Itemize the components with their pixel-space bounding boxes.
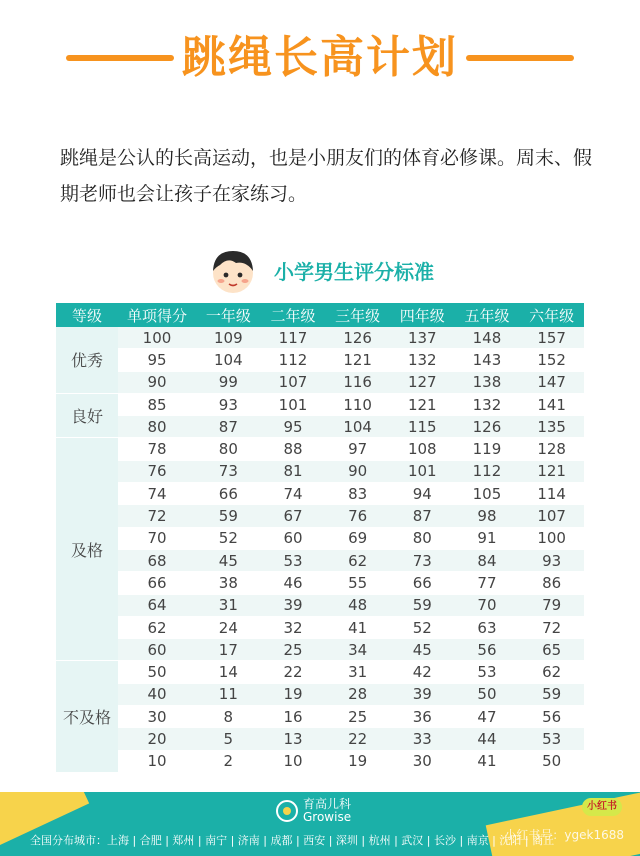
- table-cell: 53: [261, 549, 326, 571]
- table-cell: 67: [261, 505, 326, 527]
- table-cell: 39: [261, 594, 326, 616]
- table-cell: 45: [196, 549, 261, 571]
- table-cell: 110: [325, 393, 390, 415]
- table-cell: 104: [325, 416, 390, 438]
- table-row: [56, 438, 584, 460]
- table-cell: 68: [118, 549, 196, 571]
- table-cell: 59: [196, 505, 261, 527]
- table-cell: 119: [455, 438, 520, 460]
- column-header: 单项得分: [118, 303, 196, 327]
- table-row: [56, 683, 584, 705]
- table-row: [56, 706, 584, 728]
- table-cell: 117: [261, 327, 326, 349]
- table-cell: 100: [519, 527, 584, 549]
- table-cell: 17: [196, 639, 261, 661]
- table-cell: 62: [325, 549, 390, 571]
- table-cell: 77: [455, 572, 520, 594]
- table-cell: 143: [455, 349, 520, 371]
- table-row: [56, 661, 584, 683]
- page-title: 跳绳长高计划: [182, 32, 458, 83]
- section-header: [0, 240, 640, 300]
- table-cell: 59: [519, 683, 584, 705]
- table-cell: 73: [390, 549, 455, 571]
- table-cell: 105: [455, 483, 520, 505]
- table-row: [56, 572, 584, 594]
- title-dash-right: [466, 55, 574, 61]
- table-cell: 121: [325, 349, 390, 371]
- table-cell: 42: [390, 661, 455, 683]
- table-row: [56, 750, 584, 772]
- table-cell: 141: [519, 393, 584, 415]
- watermark: 小红书号：ygek1688: [504, 828, 624, 842]
- table-cell: 132: [455, 393, 520, 415]
- footer-bar: [0, 792, 640, 856]
- table-cell: 91: [455, 527, 520, 549]
- table-cell: 66: [390, 572, 455, 594]
- logo-name-en: Growise: [303, 810, 352, 824]
- table-cell: 114: [519, 483, 584, 505]
- table-cell: 90: [118, 371, 196, 393]
- section-title: 小学男生评分标准: [274, 259, 434, 284]
- table-cell: 132: [390, 349, 455, 371]
- table-cell: 126: [455, 416, 520, 438]
- table-row: [56, 483, 584, 505]
- table-cell: 108: [390, 438, 455, 460]
- xiaohongshu-badge: 小红书: [582, 798, 622, 816]
- table-cell: 19: [261, 683, 326, 705]
- grade-cell: 不及格: [56, 661, 118, 772]
- table-cell: 95: [118, 349, 196, 371]
- table-cell: 121: [519, 460, 584, 482]
- grade-cell: 及格: [56, 438, 118, 661]
- table-cell: 70: [118, 527, 196, 549]
- table-row: [56, 327, 584, 349]
- table-cell: 76: [118, 460, 196, 482]
- growise-logo: [276, 798, 351, 824]
- table-cell: 11: [196, 683, 261, 705]
- table-cell: 94: [390, 483, 455, 505]
- grade-cell: 优秀: [56, 327, 118, 393]
- table-cell: 83: [325, 483, 390, 505]
- table-cell: 64: [118, 594, 196, 616]
- column-header: 二年级: [261, 303, 326, 327]
- table-cell: 59: [390, 594, 455, 616]
- table-cell: 95: [261, 416, 326, 438]
- table-cell: 46: [261, 572, 326, 594]
- table-cell: 56: [519, 706, 584, 728]
- logo-name-cn: 育高儿科: [303, 797, 352, 811]
- table-row: [56, 639, 584, 661]
- table-cell: 53: [519, 728, 584, 750]
- table-cell: 14: [196, 661, 261, 683]
- table-cell: 65: [519, 639, 584, 661]
- column-header: 四年级: [390, 303, 455, 327]
- table-cell: 22: [325, 728, 390, 750]
- table-cell: 36: [390, 706, 455, 728]
- table-cell: 22: [261, 661, 326, 683]
- table-cell: 60: [118, 639, 196, 661]
- table-cell: 81: [261, 460, 326, 482]
- table-cell: 10: [261, 750, 326, 772]
- title-dash-left: [66, 55, 174, 61]
- column-header: 三年级: [325, 303, 390, 327]
- table-cell: 52: [390, 616, 455, 638]
- column-header: 六年级: [519, 303, 584, 327]
- table-cell: 93: [519, 549, 584, 571]
- table-cell: 87: [196, 416, 261, 438]
- table-cell: 80: [118, 416, 196, 438]
- table-row: [56, 594, 584, 616]
- column-header: 五年级: [455, 303, 520, 327]
- table-cell: 66: [118, 572, 196, 594]
- table-cell: 112: [455, 460, 520, 482]
- table-cell: 90: [325, 460, 390, 482]
- table-cell: 66: [196, 483, 261, 505]
- table-cell: 60: [261, 527, 326, 549]
- table-row: [56, 549, 584, 571]
- table-cell: 99: [196, 371, 261, 393]
- page-title-row: [0, 28, 640, 88]
- table-cell: 86: [519, 572, 584, 594]
- table-cell: 79: [519, 594, 584, 616]
- table-cell: 72: [118, 505, 196, 527]
- table-row: [56, 527, 584, 549]
- table-cell: 115: [390, 416, 455, 438]
- table-cell: 47: [455, 706, 520, 728]
- table-cell: 19: [325, 750, 390, 772]
- table-cell: 107: [261, 371, 326, 393]
- table-cell: 137: [390, 327, 455, 349]
- table-cell: 50: [118, 661, 196, 683]
- column-header: 一年级: [196, 303, 261, 327]
- table-cell: 33: [390, 728, 455, 750]
- table-cell: 80: [390, 527, 455, 549]
- table-cell: 28: [325, 683, 390, 705]
- table-cell: 97: [325, 438, 390, 460]
- intro-paragraph: 跳绳是公认的长高运动，也是小朋友们的体育必修课。周末、假期老师也会让孩子在家练习。: [60, 147, 593, 205]
- table-cell: 32: [261, 616, 326, 638]
- table-cell: 20: [118, 728, 196, 750]
- table-cell: 84: [455, 549, 520, 571]
- table-cell: 5: [196, 728, 261, 750]
- table-cell: 56: [455, 639, 520, 661]
- table-cell: 116: [325, 371, 390, 393]
- table-cell: 10: [118, 750, 196, 772]
- table-cell: 30: [390, 750, 455, 772]
- growise-logo-icon: [276, 800, 298, 822]
- table-cell: 41: [325, 616, 390, 638]
- table-cell: 98: [455, 505, 520, 527]
- table-cell: 69: [325, 527, 390, 549]
- table-cell: 16: [261, 706, 326, 728]
- table-cell: 70: [455, 594, 520, 616]
- table-cell: 8: [196, 706, 261, 728]
- table-cell: 101: [261, 393, 326, 415]
- table-cell: 126: [325, 327, 390, 349]
- table-cell: 30: [118, 706, 196, 728]
- table-cell: 87: [390, 505, 455, 527]
- table-cell: 53: [455, 661, 520, 683]
- table-cell: 25: [261, 639, 326, 661]
- boy-face-icon: [206, 243, 260, 297]
- table-cell: 100: [118, 327, 196, 349]
- table-cell: 78: [118, 438, 196, 460]
- table-cell: 74: [118, 483, 196, 505]
- table-cell: 44: [455, 728, 520, 750]
- table-cell: 50: [519, 750, 584, 772]
- table-cell: 24: [196, 616, 261, 638]
- table-cell: 2: [196, 750, 261, 772]
- table-cell: 88: [261, 438, 326, 460]
- table-cell: 31: [196, 594, 261, 616]
- table-cell: 152: [519, 349, 584, 371]
- table-cell: 31: [325, 661, 390, 683]
- table-row: [56, 416, 584, 438]
- table-cell: 80: [196, 438, 261, 460]
- table-row: [56, 505, 584, 527]
- table-cell: 107: [519, 505, 584, 527]
- table-cell: 74: [261, 483, 326, 505]
- table-cell: 50: [455, 683, 520, 705]
- table-cell: 93: [196, 393, 261, 415]
- grade-cell: 良好: [56, 393, 118, 438]
- table-cell: 128: [519, 438, 584, 460]
- table-cell: 40: [118, 683, 196, 705]
- table-cell: 63: [455, 616, 520, 638]
- table-cell: 148: [455, 327, 520, 349]
- table-cell: 45: [390, 639, 455, 661]
- table-row: [56, 393, 584, 415]
- table-cell: 76: [325, 505, 390, 527]
- table-cell: 39: [390, 683, 455, 705]
- table-cell: 109: [196, 327, 261, 349]
- table-cell: 85: [118, 393, 196, 415]
- table-header-row: [56, 303, 584, 327]
- table-body: [56, 327, 584, 772]
- table-row: [56, 616, 584, 638]
- table-row: [56, 371, 584, 393]
- city-list: 全国分布城市：上海 | 合肥 | 郑州 | 南宁 | 济南 | 成都 | 西安 | 深圳 | 杭州 | 武汉 | 长沙 | 南京 | 沈阳 | 商丘: [30, 834, 555, 847]
- table-cell: 127: [390, 371, 455, 393]
- table-row: [56, 349, 584, 371]
- table-cell: 101: [390, 460, 455, 482]
- table-cell: 138: [455, 371, 520, 393]
- table-cell: 72: [519, 616, 584, 638]
- table-row: [56, 728, 584, 750]
- table-cell: 62: [519, 661, 584, 683]
- table-cell: 41: [455, 750, 520, 772]
- table-cell: 13: [261, 728, 326, 750]
- table-cell: 121: [390, 393, 455, 415]
- column-header: 等级: [56, 303, 118, 327]
- table-cell: 147: [519, 371, 584, 393]
- table-cell: 38: [196, 572, 261, 594]
- table-cell: 48: [325, 594, 390, 616]
- table-cell: 104: [196, 349, 261, 371]
- table-cell: 157: [519, 327, 584, 349]
- table-cell: 135: [519, 416, 584, 438]
- table-cell: 62: [118, 616, 196, 638]
- table-cell: 73: [196, 460, 261, 482]
- table-row: [56, 460, 584, 482]
- score-table-wrap: [56, 303, 584, 773]
- score-table: [56, 303, 584, 773]
- table-cell: 34: [325, 639, 390, 661]
- table-cell: 55: [325, 572, 390, 594]
- table-cell: 112: [261, 349, 326, 371]
- table-cell: 25: [325, 706, 390, 728]
- table-cell: 52: [196, 527, 261, 549]
